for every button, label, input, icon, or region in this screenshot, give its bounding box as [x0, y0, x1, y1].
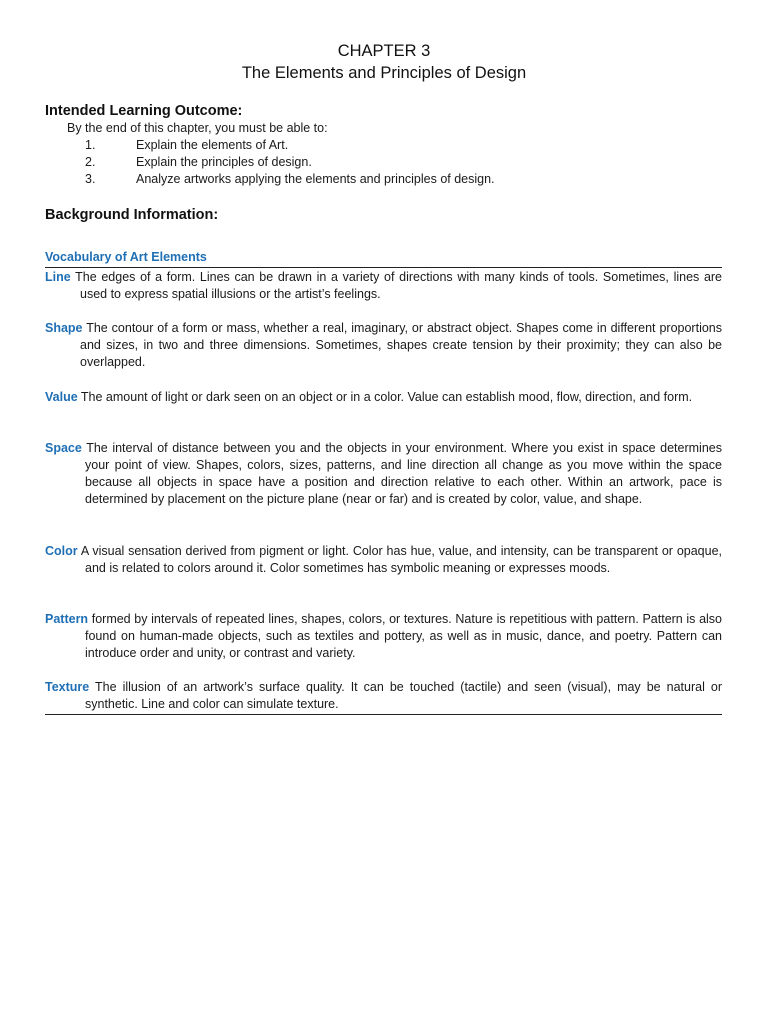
objective-text: Explain the elements of Art. [136, 138, 289, 152]
vocab-definition: The contour of a form or mass, whether a real, imaginary, or abstract object. Shapes come in different proportions and sizes, in two and three dimensions. Sometimes, shapes create tension by their proximity; they can also be overlapped. [80, 321, 722, 369]
vocab-definition: formed by intervals of repeated lines, shapes, colors, or textures. Nature is repetitious with pattern. Pattern is also found on human-made objects, such as textiles and pottery, as well as in music, dance, and poetry. Pattern can introduce order and unity, or contrast and variety. [85, 612, 722, 660]
outcome-heading: Intended Learning Outcome: [45, 103, 243, 119]
objectives-list [85, 137, 495, 188]
vocab-definition: The edges of a form. Lines can be drawn in a variety of directions with many kinds of tools. Sometimes, lines are used to express spatial illusions or the artist’s feelings. [75, 270, 723, 301]
chapter-title: The Elements and Principles of Design [241, 64, 527, 82]
objective-item [85, 154, 495, 171]
chapter-number: CHAPTER 3 [337, 42, 431, 60]
objective-text: Analyze artworks applying the elements and principles of design. [136, 172, 495, 186]
background-heading: Background Information: [45, 207, 219, 223]
vocab-entry-texture [45, 679, 722, 713]
vocab-term: Value [45, 390, 78, 404]
objective-item [85, 171, 495, 188]
chapter-heading [0, 40, 768, 84]
objective-number: 1. [85, 138, 96, 152]
vocab-definition: The illusion of an artwork’s surface quality. It can be touched (tactile) and seen (visual), may be natural or synthetic. Line and color can simulate texture. [85, 680, 722, 711]
outcome-intro: By the end of this chapter, you must be able to: [67, 121, 328, 135]
vocab-entry-space [45, 440, 722, 508]
vocab-definition: The interval of distance between you and the objects in your environment. Where you exist in space determines your point of view. Shapes, colors, sizes, patterns, and line direction all change as you move within the space because all objects in space have a position and direction relative to each other. Within an artwork, pace is determined by placement on the picture plane (near or far) and is created by color, value, and shape. [85, 441, 722, 506]
objective-number: 3. [85, 172, 96, 186]
vocab-term: Texture [45, 680, 90, 694]
vocabulary-bottom-rule [45, 714, 722, 715]
vocab-entry-shape [45, 320, 722, 371]
vocab-entry-color [45, 543, 722, 577]
vocabulary-top-rule [45, 267, 722, 268]
vocab-term: Line [45, 270, 71, 284]
vocab-term: Pattern [45, 612, 89, 626]
vocab-entry-pattern [45, 611, 722, 662]
objective-item [85, 137, 495, 154]
objective-text: Explain the principles of design. [136, 155, 312, 169]
vocab-entry-value [45, 389, 722, 406]
vocab-term: Shape [45, 321, 83, 335]
vocab-term: Color [45, 544, 78, 558]
vocab-term: Space [45, 441, 82, 455]
vocab-definition: The amount of light or dark seen on an object or in a color. Value can establish mood, flow, direction, and form. [80, 390, 693, 404]
vocab-definition: A visual sensation derived from pigment or light. Color has hue, value, and intensity, can be transparent or opaque, and is related to colors around it. Color sometimes has symbolic meaning or expresses moods. [80, 544, 722, 575]
vocabulary-title: Vocabulary of Art Elements [45, 250, 207, 264]
objective-number: 2. [85, 155, 96, 169]
vocab-entry-line [45, 269, 722, 303]
